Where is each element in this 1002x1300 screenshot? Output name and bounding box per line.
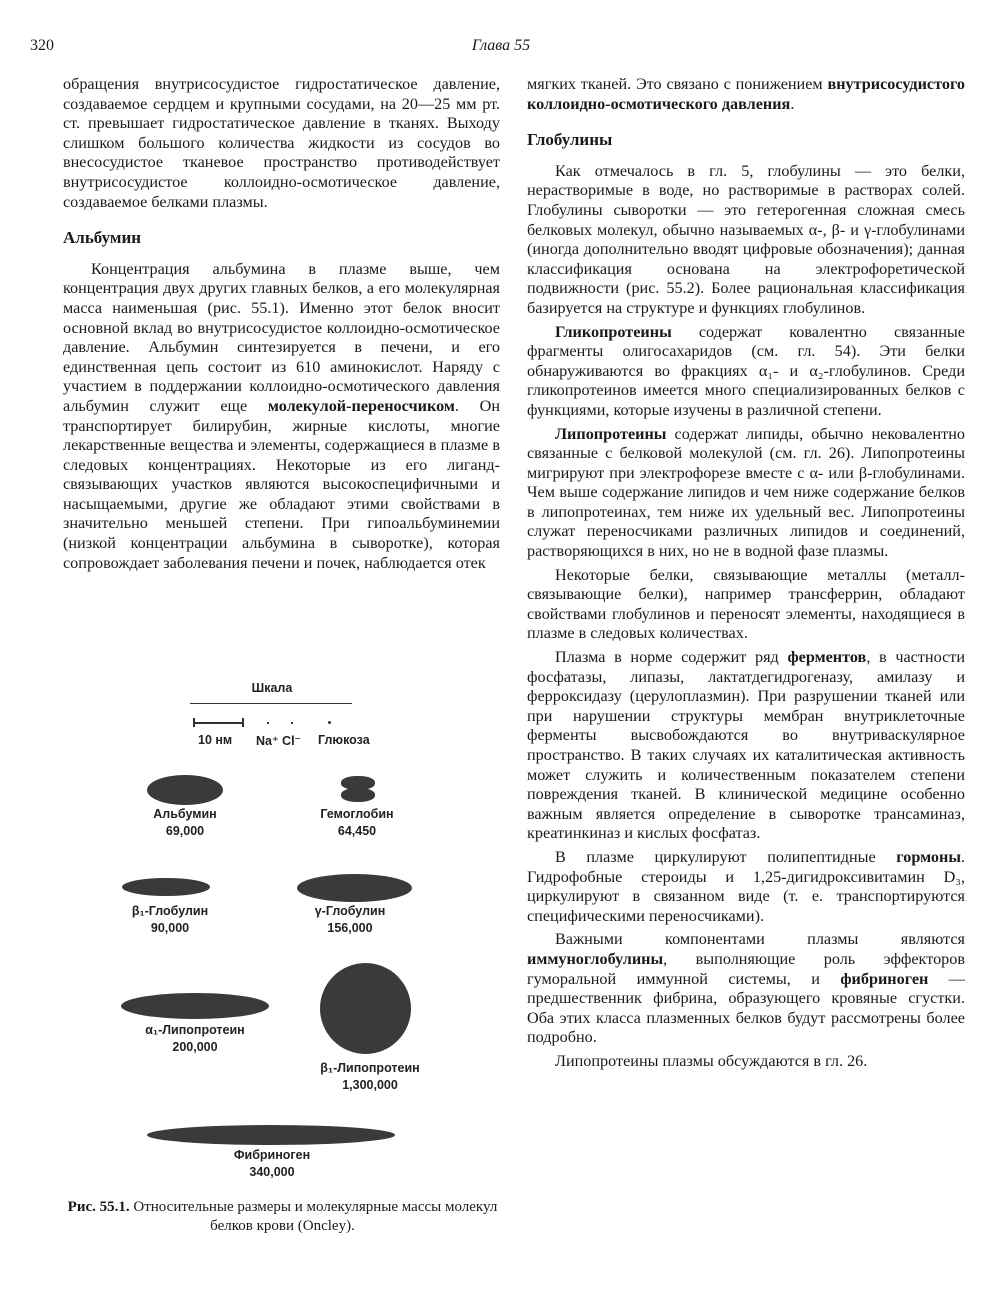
paragraph: [527, 75, 965, 114]
page-number: 320: [30, 37, 54, 54]
fibrinogen-label: Фибриноген 340,000: [233, 1148, 311, 1179]
cl-ion-dot: [291, 722, 293, 724]
running-header: Глава 55: [471, 37, 531, 54]
fibrinogen-shape: [147, 1125, 395, 1145]
paragraph: [527, 930, 965, 1048]
paragraph: [527, 648, 965, 844]
text-run: Глобулины: [527, 130, 613, 150]
bold-term: фибриноген: [840, 969, 929, 988]
paragraph: [527, 323, 965, 421]
scale-bar-tick: [242, 718, 244, 727]
text-run: , в частности фосфатазы, липазы, лактатдегидрогеназу, амилазу и ферроксидазу (церулоплазмин). При разрушении тканей или при нарушении структуры мембран внутриклеточные ферменты высвобождаются во внутриваскулярное пространство. В таких случаях их каталитическая активность может служить и количественным показателем степени повреждения тканей. В клинической медицине особенно важным является определение в сыворотке трансаминаз, креатинкиназ и кислых фосфатаз.: [527, 648, 965, 843]
text-run: Альбумин: [63, 228, 142, 248]
scale-label-10nm: 10 нм: [198, 733, 233, 747]
bold-term: гормоны: [896, 847, 961, 866]
glucose-dot: [328, 721, 331, 724]
text-run: обращения внутрисосудистое гидростатическое давление, создаваемое сердцем и крупными сосудами, на 20—25 мм рт. ст. превышает гидростатическое давление в тканях. Выходу слишком большого количества жидкости из сосудов во внесосудистое тканевое пространство противодействует внутрисосудистое коллоидно-осмотическое давление, создаваемое белками плазмы.: [63, 75, 500, 211]
section-heading: [63, 228, 500, 248]
hemoglobin-shape: [341, 788, 375, 802]
text-run: Липопротеины плазмы обсуждаются в гл. 26.: [555, 1051, 868, 1070]
scale-rule: [190, 703, 352, 704]
paragraph: [63, 75, 500, 212]
bold-term: Липопротеины: [555, 424, 667, 443]
hemoglobin-label: Гемоглобин 64,450: [320, 807, 394, 838]
paragraph: [527, 848, 965, 926]
text-run: В плазме циркулируют полипептидные: [555, 847, 897, 866]
beta1-globulin-label: β₁-Глобулин 90,000: [131, 904, 209, 935]
na-ion-dot: [267, 722, 269, 724]
bold-term: внутрисосудистого коллоидно-осмотического давления: [527, 75, 965, 113]
text-run: — предшественник фибрина, образующего кровяные сгустки. Оба этих класса плазменных белков будут рассмотрены более подробно.: [527, 969, 965, 1047]
text-run: Концентрация альбумина в плазме выше, чем концентрация двух других главных белков, а его молекулярная масса наименьшая (рис. 55.1). Именно этот белок вносит основной вклад во внутрисосудистое коллоидно-осмотическое давление. Альбумин синтезируется в печени, и его единственная цепь состоит из 610 аминокислот. Наряду с участием в поддержании коллоидно-осмотического давления альбумин служит еще: [63, 259, 500, 415]
beta1-lipoprotein-shape: [320, 963, 411, 1054]
text-run: , выполняющие роль эффекторов гуморальной иммунной системы, и: [527, 949, 965, 988]
text-run: содержат ковалентно связанные фрагменты олигосахаридов (см. гл. 54). Эти белки обнаруживаются во фракциях α₁- и α₂-глобулинов. Среди гликопротеинов имеется много специализированных белков с функциями, которые изучены в различной степени.: [527, 322, 965, 419]
paragraph: [527, 566, 965, 644]
text-run: . Гидрофобные стероиды и 1,25-дигидроксивитамин D₃, циркулируют в связанном виде (т. е. транспортируются специфическими переносчиками).: [527, 847, 965, 925]
scale-label-glucose: Глюкоза: [318, 733, 370, 747]
text-run: содержат липиды, обычно нековалентно связанные с белковой молекулой (см. гл. 26). Липопротеины мигрируют при электрофорезе вместе с α- или β-глобулинами. Чем выше содержание липидов и чем ниже содержание белков в липопротеинах, тем ниже их удельный вес. Липопротеины служат переносчиками различных липидов и соединений, растворяющихся в них, но не в водной фазе плазмы.: [527, 424, 965, 561]
beta1-globulin-shape: [122, 878, 210, 896]
alpha1-lipoprotein-shape: [121, 993, 269, 1019]
caption-label: Рис. 55.1.: [67, 1199, 130, 1215]
paragraph: [527, 1052, 965, 1072]
right-column: [527, 75, 965, 1076]
bold-term: молекулой-переносчиком: [267, 396, 455, 415]
left-column: [63, 75, 500, 577]
text-run: Некоторые белки, связывающие металлы (металл-связывающие белки), например трансферрин, обладают свойствами глобулинов и переносят элементы, находящиеся в плазме в следовых количествах.: [527, 565, 965, 643]
paragraph: [63, 260, 500, 574]
scale-title: Шкала: [251, 681, 293, 695]
alpha1-lipoprotein-label: α₁-Липопротеин 200,000: [145, 1023, 245, 1054]
paragraph: [527, 425, 965, 562]
albumin-shape: [147, 775, 223, 805]
bold-term: Гликопротеины: [555, 322, 672, 341]
gamma-globulin-label: γ-Глобулин 156,000: [314, 904, 386, 935]
bold-term: ферментов: [787, 648, 867, 667]
text-run: . Он транспортирует билирубин, жирные кислоты, многие лекарственные вещества и элементы, содержащиеся в плазме в следовых концентрациях. Некоторые из его лиганд-связывающих участков являются высокоспецифичными и насыщаемыми, другие же обладают этими свойствами в значительно меньшей степени. При гипоальбуминемии (низкой концентрации альбумина в сыворотке), которая сопровождает заболевания печени и почек, наблюдается отек: [63, 396, 500, 572]
albumin-label: Альбумин 69,000: [153, 807, 217, 838]
section-heading: [527, 130, 965, 150]
bold-term: иммуноглобулины: [527, 949, 664, 968]
text-run: Важными компонентами плазмы являются: [555, 930, 965, 949]
caption-text: Относительные размеры и молекулярные массы молекул белков крови (Oncley).: [129, 1199, 498, 1234]
text-run: мягких тканей. Это связано с понижением: [527, 75, 828, 93]
text-run: .: [790, 94, 795, 113]
figure-caption: [60, 1198, 505, 1236]
scale-label-ions: Na⁺ Cl⁻: [256, 734, 302, 748]
paragraph: [527, 162, 965, 319]
gamma-globulin-shape: [297, 874, 412, 902]
scale-bar-tick: [193, 718, 195, 727]
text-run: Как отмечалось в гл. 5, глобулины — это белки, нерастворимые в воде, но растворимые в растворах солей. Глобулины сыворотки — это гетерогенная сложная смесь белковых молекул, обычно называемых α-, β- и γ-глобулинами (иногда дополнительно вводят цифровые обозначения); данная классификация основана на электрофоретической подвижности (рис. 55.2). Более рациональная классификация базируется на структуре и функциях глобулинов.: [527, 161, 965, 317]
beta1-lipoprotein-label: β₁-Липопротеин 1,300,000: [320, 1061, 420, 1092]
scale-bar-10nm: [193, 722, 243, 724]
text-run: Плазма в норме содержит ряд: [555, 648, 788, 667]
